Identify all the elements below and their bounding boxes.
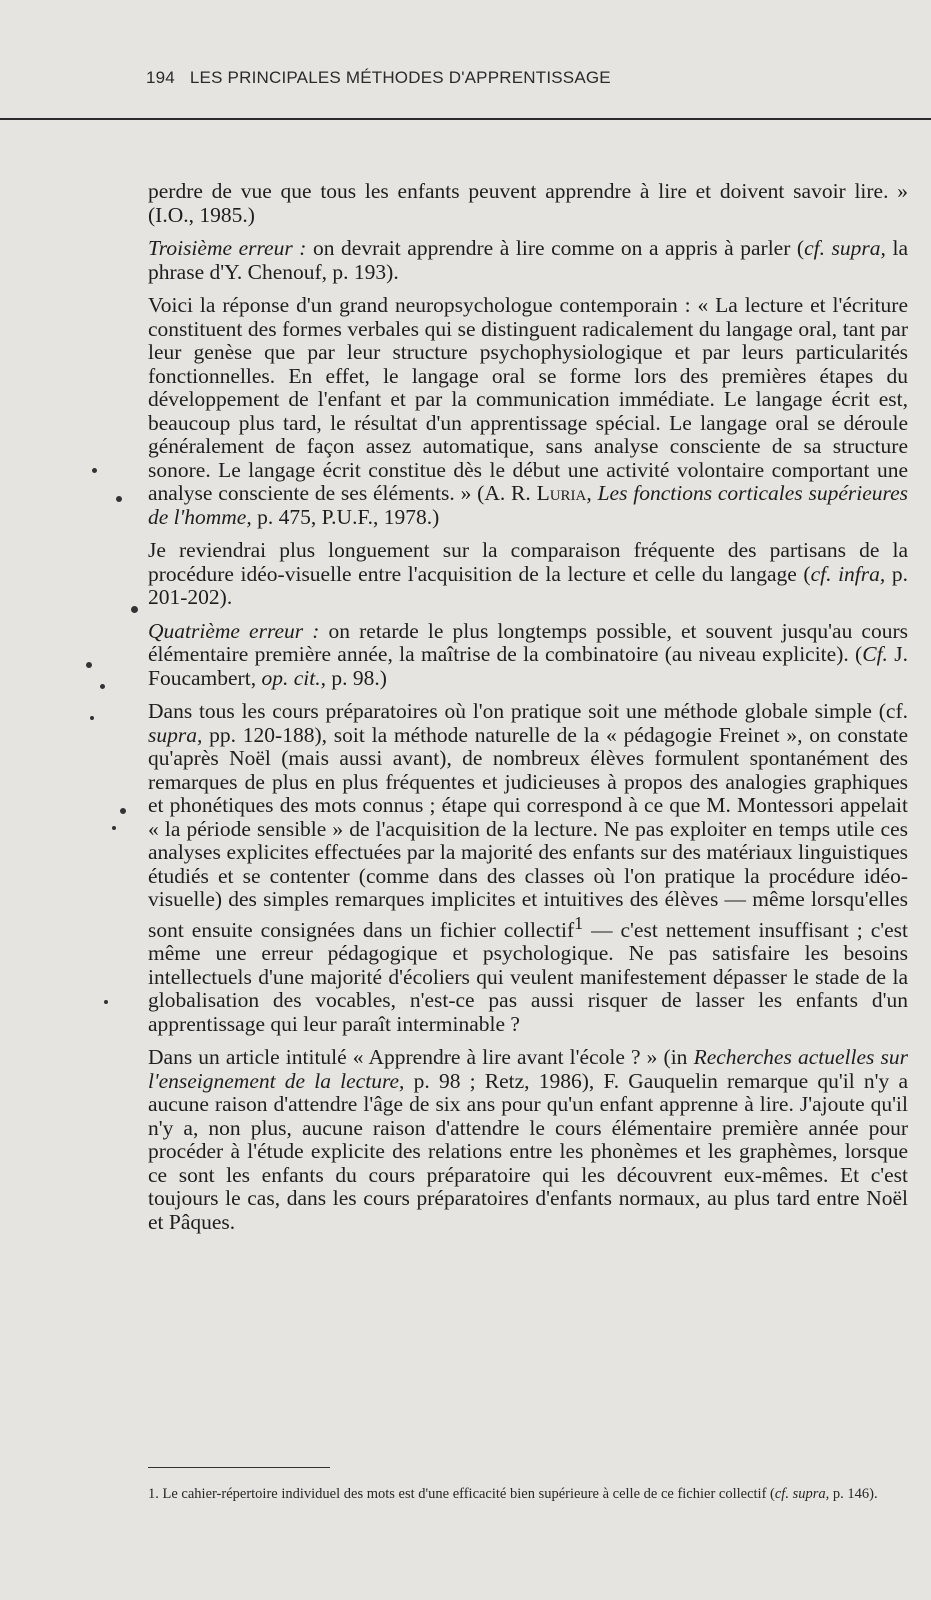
- paragraph-2-lead: Troisième erreur :: [148, 236, 307, 260]
- scan-speck: [100, 684, 105, 689]
- paragraph-5-lead: Quatrième erreur :: [148, 618, 320, 643]
- scan-speck: [120, 808, 126, 814]
- scan-speck: [131, 606, 138, 613]
- paragraph-6: Dans tous les cours préparatoires où l'on pratique soit une méthode globale simple (cf. supra, pp. 120-188), soit la méthode naturelle de la « pédagogie Freinet », on constate qu'après Noël (mais aussi avant), de nombreux élèves formulent spontanément des remarques de plus en plus fréquentes et judicieuses à propos des analogies graphiques et phonétiques des mots connus ; étape qui correspond à ce que M. Montessori appelait « la période sensible » de l'acquisition de la lecture. Ne pas exploiter en temps utile ces analyses explicites effectuées par la majorité des enfants sur des matériaux linguistiques étudiés et se contenter (comme dans des classes où l'on pratique la procédure idéo-visuelle) des simples remarques implicites et intuitives des élèves — même lorsqu'elles sont ensuite consignées dans un fichier collectif$^1$ — c'est nettement insuffisant ; c'est même une erreur pédagogique et psychologique. Ne pas satisfaire les besoins intellectuels d'une majorité d'écoliers qui veulent manifestement dépasser le stade de la globalisation des vocables, n'est-ce pas aussi risquer de lasser les enfants d'un apprentissage qui leur paraît interminable ?: [148, 699, 908, 1036]
- footnote: 1. Le cahier-répertoire individuel des mots est d'une efficacité bien supérieure à celle de ce fichier collectif (cf. supra, p. 146).: [148, 1486, 878, 1502]
- book-title: Recherches actuelles sur l'enseignement de la lecture,: [148, 1045, 908, 1093]
- scan-speck: [92, 468, 97, 473]
- footnote-marker: 1: [574, 912, 584, 933]
- scan-speck: [104, 1000, 108, 1004]
- scan-speck: [116, 496, 122, 502]
- running-title: LES PRINCIPALES MÉTHODES D'APPRENTISSAGE: [189, 68, 611, 87]
- header-rule: [0, 118, 931, 120]
- scan-speck: [86, 662, 92, 668]
- paragraph-2: Troisième erreur : on devrait apprendre à lire comme on a appris à parler (cf. supra, la phrase d'Y. Chenouf, p. 193).: [148, 236, 908, 284]
- page-number: 194: [146, 68, 175, 87]
- paragraph-7: Dans un article intitulé « Apprendre à lire avant l'école ? » (in Recherches actuelles sur l'enseignement de la lecture, p. 98 ; Retz, 1986), F. Gauquelin remarque qu'il n'y a aucune raison d'attendre l'âge de six ans pour qu'un enfant apprenne à lire. J'ajoute qu'il n'y a, non plus, aucune raison d'attendre le cours élémentaire première année pour procéder à l'étude explicite des relations entre les phonèmes et les graphèmes, lorsque ce sont les enfants du cours préparatoire qui les découvrent eux-mêmes. Et c'est toujours le cas, dans les cours préparatoires d'enfants normaux, au plus tard entre Noël et Pâques.: [148, 1045, 908, 1234]
- scan-speck: [90, 716, 94, 720]
- body-text: [148, 180, 908, 1244]
- scan-speck: [112, 826, 116, 830]
- paragraph-3: Voici la réponse d'un grand neuropsychologue contemporain : « La lecture et l'écriture constituent des formes verbales qui se distinguent radicalement du langage oral, tant par leur genèse que par leur structure psychophysiologique et par leurs particularités fonctionnelles. En effet, le langage oral se forme lors des premières étapes du développement de l'enfant et par la communication immédiate. Le langage écrit est, beaucoup plus tard, le résultat d'un apprentissage spécial. Le langage oral se déroule généralement de façon assez automatique, sans analyse consciente de sa structure sonore. Le langage écrit constitue dès le début une activité volontaire comportant une analyse consciente de ses éléments. » (A. R. Luria, Les fonctions corticales supérieures de l'homme, p. 475, P.U.F., 1978.): [148, 293, 908, 529]
- paragraph-5: Quatrième erreur : on retarde le plus longtemps possible, et souvent jusqu'au cours élémentaire première année, la maîtrise de la combinatoire (au niveau explicite). (Cf. J. Foucambert, op. cit., p. 98.): [148, 618, 909, 690]
- running-header: [146, 68, 611, 88]
- book-title: Les fonctions corticales supérieures de l'homme,: [148, 481, 908, 529]
- paragraph-4: Je reviendrai plus longuement sur la comparaison fréquente des partisans de la procédure idéo-visuelle entre l'acquisition de la lecture et celle du langage (cf. infra, p. 201-202).: [148, 538, 908, 609]
- author-name: Luria: [536, 481, 587, 505]
- paragraph-1: perdre de vue que tous les enfants peuvent apprendre à lire et doivent savoir lire. » (I.O., 1985.): [148, 179, 908, 227]
- footnote-rule: [148, 1467, 330, 1468]
